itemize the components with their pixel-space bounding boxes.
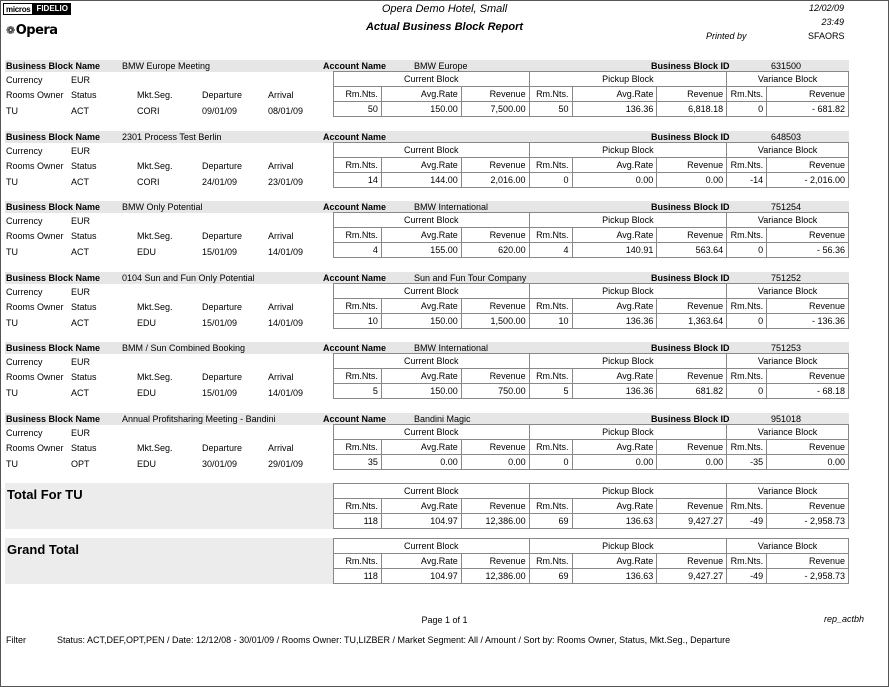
pickup-rm-nts: 4 xyxy=(529,243,572,258)
col-rm-nts: Rm.Nts. xyxy=(529,499,572,514)
account-name-label: Account Name xyxy=(323,202,387,213)
col-revenue: Revenue xyxy=(461,87,529,102)
col-revenue: Revenue xyxy=(657,87,727,102)
arrival-value: 14/01/09 xyxy=(268,388,304,399)
business-block-name-label: Business Block Name xyxy=(6,343,101,354)
pickup-revenue: 0.00 xyxy=(657,455,727,470)
col-revenue: Revenue xyxy=(461,157,529,172)
currency-value: EUR xyxy=(71,75,91,85)
current-rm-nts: 10 xyxy=(334,313,382,328)
business-block-name-label: Business Block Name xyxy=(6,202,101,213)
business-block-id: 751253 xyxy=(771,343,802,354)
status-label: Status xyxy=(71,160,97,171)
report-time: 23:49 xyxy=(821,17,844,27)
status-value: OPT xyxy=(71,459,90,469)
opera-swirl-icon: ❁ xyxy=(6,24,15,37)
currency-value: EUR xyxy=(71,357,91,368)
arrival-value: 23/01/09 xyxy=(268,176,304,187)
account-name: BMW International xyxy=(414,343,489,354)
business-block-id-label: Business Block ID xyxy=(651,61,730,71)
col-revenue: Revenue xyxy=(657,157,727,172)
current-avg-rate: 155.00 xyxy=(381,243,461,258)
current-block-header: Current Block xyxy=(334,425,530,440)
current-avg-rate: 150.00 xyxy=(381,102,461,117)
business-block-id: 751254 xyxy=(771,202,802,213)
col-avg-rate: Avg.Rate xyxy=(572,298,657,313)
current-block-header: Current Block xyxy=(334,213,530,228)
variance-revenue: - 2,016.00 xyxy=(767,172,849,187)
departure-label: Departure xyxy=(202,443,243,453)
account-name-label: Account Name xyxy=(323,343,387,354)
col-rm-nts: Rm.Nts. xyxy=(529,157,572,172)
pickup-block-header: Pickup Block xyxy=(529,539,727,554)
rooms-owner-value: TU xyxy=(6,247,18,258)
variance-block-header: Variance Block xyxy=(727,354,849,369)
current-rm-nts: 118 xyxy=(334,569,382,584)
grand-total xyxy=(5,538,849,584)
block-figures-table xyxy=(333,71,849,117)
report-code: rep_actbh xyxy=(823,614,864,624)
pickup-block-header: Pickup Block xyxy=(529,283,727,298)
col-avg-rate: Avg.Rate xyxy=(381,157,461,172)
arrival-label: Arrival xyxy=(268,301,294,312)
current-revenue: 750.00 xyxy=(461,384,529,399)
pickup-avg-rate: 136.36 xyxy=(572,102,657,117)
pickup-avg-rate: 140.91 xyxy=(572,243,657,258)
business-block xyxy=(5,60,849,122)
mkt-seg-value: EDU xyxy=(137,247,157,258)
business-block-name-label: Business Block Name xyxy=(6,414,101,424)
total-for-owner xyxy=(5,483,849,529)
current-revenue: 1,500.00 xyxy=(461,313,529,328)
business-block-name: BMW Only Potential xyxy=(122,202,203,213)
business-block-id-label: Business Block ID xyxy=(651,343,730,354)
variance-revenue: - 68.18 xyxy=(767,384,849,399)
business-block-name: 0104 Sun and Fun Only Potential xyxy=(122,272,255,283)
account-name: Bandini Magic xyxy=(414,414,471,424)
total-title: Total For TU xyxy=(7,487,83,502)
total-title: Grand Total xyxy=(7,542,79,557)
col-avg-rate: Avg.Rate xyxy=(381,87,461,102)
pickup-rm-nts: 5 xyxy=(529,384,572,399)
arrival-value: 14/01/09 xyxy=(268,247,304,258)
variance-rm-nts: 0 xyxy=(727,102,767,117)
business-block xyxy=(5,342,849,404)
variance-block-header: Variance Block xyxy=(727,539,849,554)
block-figures-table xyxy=(333,142,849,188)
departure-value: 24/01/09 xyxy=(202,176,238,187)
pickup-rm-nts: 69 xyxy=(529,569,572,584)
account-name: BMW International xyxy=(414,202,489,213)
printed-by-user: SFAORS xyxy=(808,31,845,41)
col-revenue: Revenue xyxy=(767,228,849,243)
col-revenue: Revenue xyxy=(461,369,529,384)
status-label: Status xyxy=(71,443,97,453)
col-revenue: Revenue xyxy=(767,440,849,455)
col-rm-nts: Rm.Nts. xyxy=(529,228,572,243)
status-value: ACT xyxy=(71,176,89,187)
variance-block-header: Variance Block xyxy=(727,484,849,499)
micros-fidelio-logo: micros FIDELIO xyxy=(3,3,71,15)
current-rm-nts: 50 xyxy=(334,102,382,117)
col-revenue: Revenue xyxy=(657,298,727,313)
currency-value: EUR xyxy=(71,428,91,438)
departure-value: 15/01/09 xyxy=(202,388,238,399)
mkt-seg-value: CORI xyxy=(137,176,160,187)
departure-value: 30/01/09 xyxy=(202,459,238,469)
col-rm-nts: Rm.Nts. xyxy=(529,369,572,384)
pickup-avg-rate: 0.00 xyxy=(572,455,657,470)
col-rm-nts: Rm.Nts. xyxy=(727,87,767,102)
current-revenue: 620.00 xyxy=(461,243,529,258)
status-value: ACT xyxy=(71,247,89,258)
account-name-label: Account Name xyxy=(323,61,387,71)
currency-label: Currency xyxy=(6,428,43,438)
pickup-avg-rate: 0.00 xyxy=(572,172,657,187)
current-rm-nts: 118 xyxy=(334,514,382,529)
pickup-revenue: 563.64 xyxy=(657,243,727,258)
col-revenue: Revenue xyxy=(461,440,529,455)
business-block-id-label: Business Block ID xyxy=(651,272,730,283)
business-block-id-label: Business Block ID xyxy=(651,202,730,213)
pickup-block-header: Pickup Block xyxy=(529,484,727,499)
col-avg-rate: Avg.Rate xyxy=(572,499,657,514)
current-revenue: 2,016.00 xyxy=(461,172,529,187)
currency-label: Currency xyxy=(6,75,43,85)
rooms-owner-label: Rooms Owner xyxy=(6,231,64,242)
business-block-id-label: Business Block ID xyxy=(651,131,730,142)
current-rm-nts: 35 xyxy=(334,455,382,470)
account-name-label: Account Name xyxy=(323,272,387,283)
variance-rm-nts: -49 xyxy=(727,569,767,584)
block-figures-table xyxy=(333,424,849,470)
pickup-revenue: 1,363.64 xyxy=(657,313,727,328)
col-avg-rate: Avg.Rate xyxy=(572,157,657,172)
arrival-label: Arrival xyxy=(268,90,294,100)
pickup-block-header: Pickup Block xyxy=(529,425,727,440)
account-name: BMW Europe xyxy=(414,61,468,71)
block-figures-table xyxy=(333,483,849,529)
currency-label: Currency xyxy=(6,145,43,156)
departure-value: 15/01/09 xyxy=(202,247,238,258)
mkt-seg-label: Mkt.Seg. xyxy=(137,372,173,383)
col-avg-rate: Avg.Rate xyxy=(572,228,657,243)
departure-value: 09/01/09 xyxy=(202,106,238,116)
current-block-header: Current Block xyxy=(334,484,530,499)
col-rm-nts: Rm.Nts. xyxy=(727,157,767,172)
col-revenue: Revenue xyxy=(767,87,849,102)
col-rm-nts: Rm.Nts. xyxy=(334,554,382,569)
variance-revenue: 0.00 xyxy=(767,455,849,470)
mkt-seg-label: Mkt.Seg. xyxy=(137,231,173,242)
pickup-revenue: 9,427.27 xyxy=(657,514,727,529)
business-block xyxy=(5,131,849,193)
arrival-label: Arrival xyxy=(268,231,294,242)
col-rm-nts: Rm.Nts. xyxy=(529,554,572,569)
pickup-rm-nts: 10 xyxy=(529,313,572,328)
hotel-name: Opera Demo Hotel, Small xyxy=(381,3,508,15)
arrival-value: 29/01/09 xyxy=(268,459,304,469)
currency-value: EUR xyxy=(71,286,91,297)
business-block-id: 751252 xyxy=(771,272,802,283)
departure-value: 15/01/09 xyxy=(202,317,238,328)
current-avg-rate: 150.00 xyxy=(381,313,461,328)
col-rm-nts: Rm.Nts. xyxy=(727,440,767,455)
departure-label: Departure xyxy=(202,90,243,100)
col-rm-nts: Rm.Nts. xyxy=(727,369,767,384)
account-name: Sun and Fun Tour Company xyxy=(414,272,527,283)
col-avg-rate: Avg.Rate xyxy=(572,554,657,569)
status-label: Status xyxy=(71,372,97,383)
col-revenue: Revenue xyxy=(657,369,727,384)
col-revenue: Revenue xyxy=(461,298,529,313)
col-revenue: Revenue xyxy=(767,554,849,569)
col-rm-nts: Rm.Nts. xyxy=(529,440,572,455)
pickup-block-header: Pickup Block xyxy=(529,354,727,369)
status-label: Status xyxy=(71,301,97,312)
rooms-owner-value: TU xyxy=(6,459,18,469)
business-block-id-label: Business Block ID xyxy=(651,414,730,424)
col-revenue: Revenue xyxy=(767,499,849,514)
currency-label: Currency xyxy=(6,216,43,227)
departure-label: Departure xyxy=(202,372,243,383)
filter-value: Status: ACT,DEF,OPT,PEN / Date: 12/12/08 - 30/01/09 / Rooms Owner: TU,LIZBER / Market Segment: All / Amount / Sort by: Rooms Owner, Status, Mkt.Seg., Departure xyxy=(57,635,731,645)
mkt-seg-value: EDU xyxy=(137,459,157,469)
variance-rm-nts: 0 xyxy=(727,243,767,258)
status-label: Status xyxy=(71,231,97,242)
pickup-revenue: 9,427.27 xyxy=(657,569,727,584)
col-avg-rate: Avg.Rate xyxy=(381,440,461,455)
business-block xyxy=(5,413,849,475)
current-block-header: Current Block xyxy=(334,539,530,554)
current-block-header: Current Block xyxy=(334,72,530,87)
col-rm-nts: Rm.Nts. xyxy=(334,228,382,243)
pickup-block-header: Pickup Block xyxy=(529,213,727,228)
col-avg-rate: Avg.Rate xyxy=(381,298,461,313)
col-rm-nts: Rm.Nts. xyxy=(334,298,382,313)
variance-block-header: Variance Block xyxy=(727,283,849,298)
business-block-name: BMM / Sun Combined Booking xyxy=(122,343,246,354)
pickup-avg-rate: 136.63 xyxy=(572,569,657,584)
business-block-name-label: Business Block Name xyxy=(6,272,101,283)
current-avg-rate: 104.97 xyxy=(381,514,461,529)
arrival-value: 14/01/09 xyxy=(268,317,304,328)
status-value: ACT xyxy=(71,317,89,328)
col-revenue: Revenue xyxy=(461,554,529,569)
variance-revenue: - 56.36 xyxy=(767,243,849,258)
business-block-name: Annual Profitsharing Meeting - Bandini xyxy=(122,414,276,424)
col-avg-rate: Avg.Rate xyxy=(381,228,461,243)
col-rm-nts: Rm.Nts. xyxy=(727,298,767,313)
mkt-seg-label: Mkt.Seg. xyxy=(137,443,173,453)
variance-block-header: Variance Block xyxy=(727,72,849,87)
pickup-block-header: Pickup Block xyxy=(529,72,727,87)
pickup-revenue: 681.82 xyxy=(657,384,727,399)
status-value: ACT xyxy=(71,106,89,116)
arrival-label: Arrival xyxy=(268,443,294,453)
rooms-owner-value: TU xyxy=(6,106,18,116)
page-number: Page 1 of 1 xyxy=(421,615,468,625)
business-block-name-label: Business Block Name xyxy=(6,131,101,142)
business-block-id: 951018 xyxy=(771,414,802,424)
status-value: ACT xyxy=(71,388,89,399)
rooms-owner-value: TU xyxy=(6,317,18,328)
business-block-name: 2301 Process Test Berlin xyxy=(122,131,222,142)
departure-label: Departure xyxy=(202,301,243,312)
pickup-avg-rate: 136.63 xyxy=(572,514,657,529)
col-rm-nts: Rm.Nts. xyxy=(334,369,382,384)
current-revenue: 7,500.00 xyxy=(461,102,529,117)
current-avg-rate: 144.00 xyxy=(381,172,461,187)
mkt-seg-label: Mkt.Seg. xyxy=(137,160,173,171)
col-avg-rate: Avg.Rate xyxy=(572,369,657,384)
col-revenue: Revenue xyxy=(767,157,849,172)
current-rm-nts: 4 xyxy=(334,243,382,258)
pickup-block-header: Pickup Block xyxy=(529,142,727,157)
currency-label: Currency xyxy=(6,286,43,297)
col-avg-rate: Avg.Rate xyxy=(572,440,657,455)
block-figures-table xyxy=(333,212,849,258)
variance-rm-nts: -49 xyxy=(727,514,767,529)
rooms-owner-value: TU xyxy=(6,388,18,399)
current-revenue: 12,386.00 xyxy=(461,514,529,529)
account-name-label: Account Name xyxy=(323,131,387,142)
rooms-owner-label: Rooms Owner xyxy=(6,443,64,453)
col-rm-nts: Rm.Nts. xyxy=(334,157,382,172)
rooms-owner-label: Rooms Owner xyxy=(6,90,64,100)
rooms-owner-value: TU xyxy=(6,176,18,187)
col-rm-nts: Rm.Nts. xyxy=(727,554,767,569)
filter-label: Filter xyxy=(6,635,26,645)
block-figures-table xyxy=(333,538,849,584)
arrival-label: Arrival xyxy=(268,372,294,383)
variance-block-header: Variance Block xyxy=(727,142,849,157)
arrival-label: Arrival xyxy=(268,160,294,171)
pickup-rm-nts: 50 xyxy=(529,102,572,117)
pickup-rm-nts: 0 xyxy=(529,455,572,470)
current-block-header: Current Block xyxy=(334,354,530,369)
col-revenue: Revenue xyxy=(461,228,529,243)
col-revenue: Revenue xyxy=(657,499,727,514)
business-block-id: 648503 xyxy=(771,131,802,142)
pickup-rm-nts: 0 xyxy=(529,172,572,187)
business-block xyxy=(5,201,849,263)
report-title: Actual Business Block Report xyxy=(365,21,524,33)
currency-value: EUR xyxy=(71,145,91,156)
departure-label: Departure xyxy=(202,231,243,242)
col-revenue: Revenue xyxy=(767,298,849,313)
variance-rm-nts: -14 xyxy=(727,172,767,187)
col-revenue: Revenue xyxy=(767,369,849,384)
variance-revenue: - 2,958.73 xyxy=(767,514,849,529)
status-label: Status xyxy=(71,90,97,100)
pickup-rm-nts: 69 xyxy=(529,514,572,529)
col-rm-nts: Rm.Nts. xyxy=(334,87,382,102)
business-block xyxy=(5,272,849,334)
current-avg-rate: 150.00 xyxy=(381,384,461,399)
currency-value: EUR xyxy=(71,216,91,227)
variance-rm-nts: -35 xyxy=(727,455,767,470)
col-rm-nts: Rm.Nts. xyxy=(334,499,382,514)
mkt-seg-value: EDU xyxy=(137,317,157,328)
printed-by-label: Printed by xyxy=(706,31,747,41)
col-rm-nts: Rm.Nts. xyxy=(529,298,572,313)
col-avg-rate: Avg.Rate xyxy=(572,87,657,102)
rooms-owner-label: Rooms Owner xyxy=(6,372,64,383)
col-avg-rate: Avg.Rate xyxy=(381,554,461,569)
col-rm-nts: Rm.Nts. xyxy=(727,499,767,514)
current-block-header: Current Block xyxy=(334,283,530,298)
current-block-header: Current Block xyxy=(334,142,530,157)
business-block-name-label: Business Block Name xyxy=(6,61,101,71)
variance-revenue: - 2,958.73 xyxy=(767,569,849,584)
variance-block-header: Variance Block xyxy=(727,425,849,440)
variance-block-header: Variance Block xyxy=(727,213,849,228)
mkt-seg-label: Mkt.Seg. xyxy=(137,301,173,312)
account-name-label: Account Name xyxy=(323,414,387,424)
rooms-owner-label: Rooms Owner xyxy=(6,160,64,171)
business-block-name: BMW Europe Meeting xyxy=(122,61,211,71)
block-figures-table xyxy=(333,283,849,329)
arrival-value: 08/01/09 xyxy=(268,106,304,116)
pickup-revenue: 6,818.18 xyxy=(657,102,727,117)
block-figures-table xyxy=(333,353,849,399)
current-revenue: 0.00 xyxy=(461,455,529,470)
variance-rm-nts: 0 xyxy=(727,384,767,399)
col-avg-rate: Avg.Rate xyxy=(381,369,461,384)
opera-logo: ❁Opera xyxy=(6,23,58,38)
mkt-seg-label: Mkt.Seg. xyxy=(137,90,173,100)
variance-rm-nts: 0 xyxy=(727,313,767,328)
col-revenue: Revenue xyxy=(657,440,727,455)
current-revenue: 12,386.00 xyxy=(461,569,529,584)
variance-revenue: - 136.36 xyxy=(767,313,849,328)
current-avg-rate: 104.97 xyxy=(381,569,461,584)
variance-revenue: - 681.82 xyxy=(767,102,849,117)
mkt-seg-value: CORI xyxy=(137,106,160,116)
col-revenue: Revenue xyxy=(657,554,727,569)
report-date: 12/02/09 xyxy=(808,3,844,13)
currency-label: Currency xyxy=(6,357,43,368)
pickup-avg-rate: 136.36 xyxy=(572,313,657,328)
current-rm-nts: 14 xyxy=(334,172,382,187)
col-avg-rate: Avg.Rate xyxy=(381,499,461,514)
pickup-avg-rate: 136.36 xyxy=(572,384,657,399)
col-rm-nts: Rm.Nts. xyxy=(529,87,572,102)
departure-label: Departure xyxy=(202,160,243,171)
col-revenue: Revenue xyxy=(657,228,727,243)
rooms-owner-label: Rooms Owner xyxy=(6,301,64,312)
pickup-revenue: 0.00 xyxy=(657,172,727,187)
col-revenue: Revenue xyxy=(461,499,529,514)
business-block-id: 631500 xyxy=(771,61,802,71)
current-rm-nts: 5 xyxy=(334,384,382,399)
col-rm-nts: Rm.Nts. xyxy=(334,440,382,455)
current-avg-rate: 0.00 xyxy=(381,455,461,470)
col-rm-nts: Rm.Nts. xyxy=(727,228,767,243)
mkt-seg-value: EDU xyxy=(137,388,157,399)
